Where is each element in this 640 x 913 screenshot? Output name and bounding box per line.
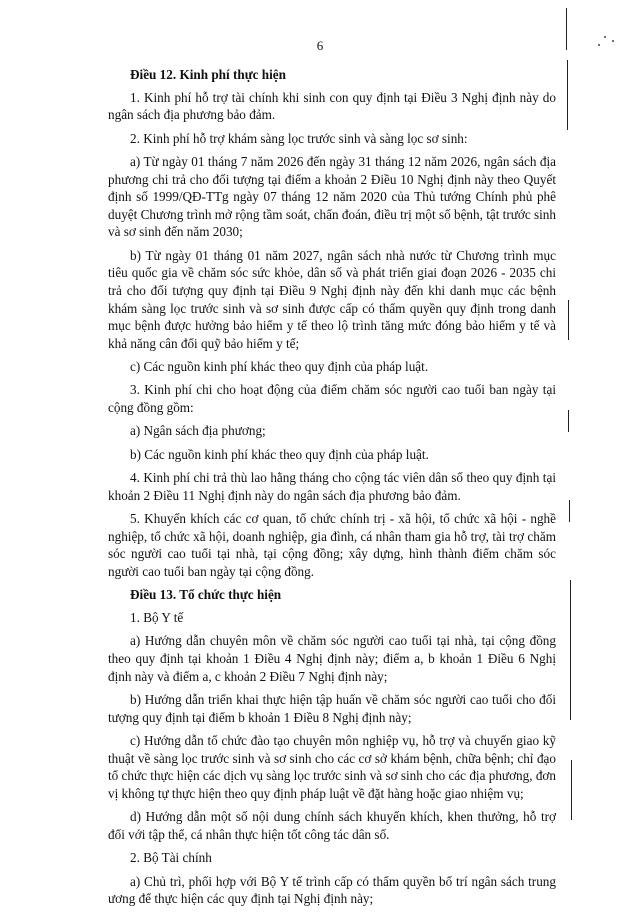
paragraph: 2. Kinh phí hỗ trợ khám sàng lọc trước sinh và sàng lọc sơ sinh: (130, 130, 468, 146)
paragraph: 4. Kinh phí chi trả thù lao hằng tháng cho cộng tác viên dân số theo quy định tại khoản 2 Điều 11 Nghị định này do ngân sách địa phương bảo đảm. (108, 470, 556, 503)
paragraph: c) Các nguồn kinh phí khác theo quy định của pháp luật. (130, 359, 429, 375)
scan-speck (604, 36, 606, 38)
paragraph: a) Chủ trì, phối hợp với Bộ Y tế trình cấp có thẩm quyền bố trí ngân sách trung ương để thực hiện các quy định tại Nghị định này; (108, 873, 556, 907)
paragraph: 1. Bộ Y tế (130, 610, 184, 625)
scan-margin-line (567, 60, 568, 130)
paragraph: a) Từ ngày 01 tháng 7 năm 2026 đến ngày 31 tháng 12 năm 2026, ngân sách địa phương chi trả cho đối tượng tại điểm a khoản 2 Điều 10 Nghị định này theo Quyết định số 1999/QĐ-TTg ngày 07 tháng 12 năm 2020 của Thủ tướng Chính phủ phê duyệt Chương trình mở rộng tầm soát, chẩn đoán, điều trị một số bệnh, tật trước sinh và sơ sinh đến năm 2030; (108, 153, 556, 240)
scan-speck (598, 44, 600, 46)
scan-margin-line (569, 500, 570, 522)
scan-margin-line (571, 760, 572, 820)
paragraph: b) Các nguồn kinh phí khác theo quy định của pháp luật. (130, 446, 429, 462)
paragraph: d) Hướng dẫn một số nội dung chính sách khuyến khích, khen thưởng, hỗ trợ đối với tập thể, cá nhân thực hiện tốt công tác dân số. (108, 809, 556, 842)
article-12-heading: Điều 12. Kinh phí thực hiện (130, 67, 286, 82)
paragraph: 2. Bộ Tài chính (130, 850, 212, 866)
scan-margin-line (570, 580, 571, 720)
paragraph: a) Ngân sách địa phương; (130, 423, 266, 439)
paragraph: b) Từ ngày 01 tháng 01 năm 2027, ngân sách nhà nước từ Chương trình mục tiêu quốc gia về chăm sóc sức khỏe, dân số và phát triển giai đoạn 2026 - 2035 chi trả cho đối tượng quy định tại Điều 9 Nghị định này đến khi danh mục các bệnh khám sàng lọc trước sinh và sơ sinh được cấp có thẩm quyền quy định trong danh mục bệnh được hưởng bảo hiểm y tế theo lộ trình tăng mức đóng bảo hiểm y tế và khả năng cân đối quỹ bảo hiểm y tế; (108, 247, 556, 351)
paragraph: a) Hướng dẫn chuyên môn về chăm sóc người cao tuổi tại nhà, tại cộng đồng theo quy định tại khoản 1 Điều 4 Nghị định này; điểm a, b khoản 1 Điều 6 Nghị định này và điểm a, c khoản 2 Điều 7 Nghị định này; (108, 633, 556, 684)
article-13-heading: Điều 13. Tổ chức thực hiện (130, 587, 282, 603)
scan-speck (612, 40, 614, 42)
paragraph: b) Hướng dẫn triển khai thực hiện tập huấn về chăm sóc người cao tuổi cho đối tượng quy định tại điểm b khoản 1 Điều 8 Nghị định này; (108, 691, 556, 725)
page-number: 6 (316, 38, 324, 53)
document-body (108, 66, 556, 913)
paragraph: 1. Kinh phí hỗ trợ tài chính khi sinh con quy định tại Điều 3 Nghị định này do ngân sách địa phương bảo đảm. (108, 89, 556, 123)
scan-margin-line (568, 300, 569, 340)
scan-margin-line (568, 410, 569, 432)
paragraph: 3. Kinh phí chi cho hoạt động của điểm chăm sóc người cao tuổi ban ngày tại cộng đồng gồm: (108, 382, 556, 416)
paragraph: 5. Khuyến khích các cơ quan, tổ chức chính trị - xã hội, tổ chức xã hội - nghề nghiệp, tổ chức xã hội, doanh nghiệp, gia đình, cá nhân tham gia hỗ trợ, tài trợ chăm sóc người cao tuổi tại nhà, tại cộng đồng; xây dựng, hình thành điểm chăm sóc người cao tuổi ban ngày tại cộng đồng. (108, 511, 556, 580)
scan-margin-line (566, 8, 567, 50)
paragraph: c) Hướng dẫn tổ chức đào tạo chuyên môn nghiệp vụ, hỗ trợ và chuyển giao kỹ thuật về sàng lọc trước sinh và sơ sinh cho các cơ sở khám bệnh, chữa bệnh; chỉ đạo tổ chức thực hiện các dịch vụ sàng lọc trước sinh và sơ sinh cho các địa phương, đơn vị không tự thực hiện theo quy định pháp luật về đặt hàng hoặc giao nhiệm vụ; (108, 732, 556, 801)
